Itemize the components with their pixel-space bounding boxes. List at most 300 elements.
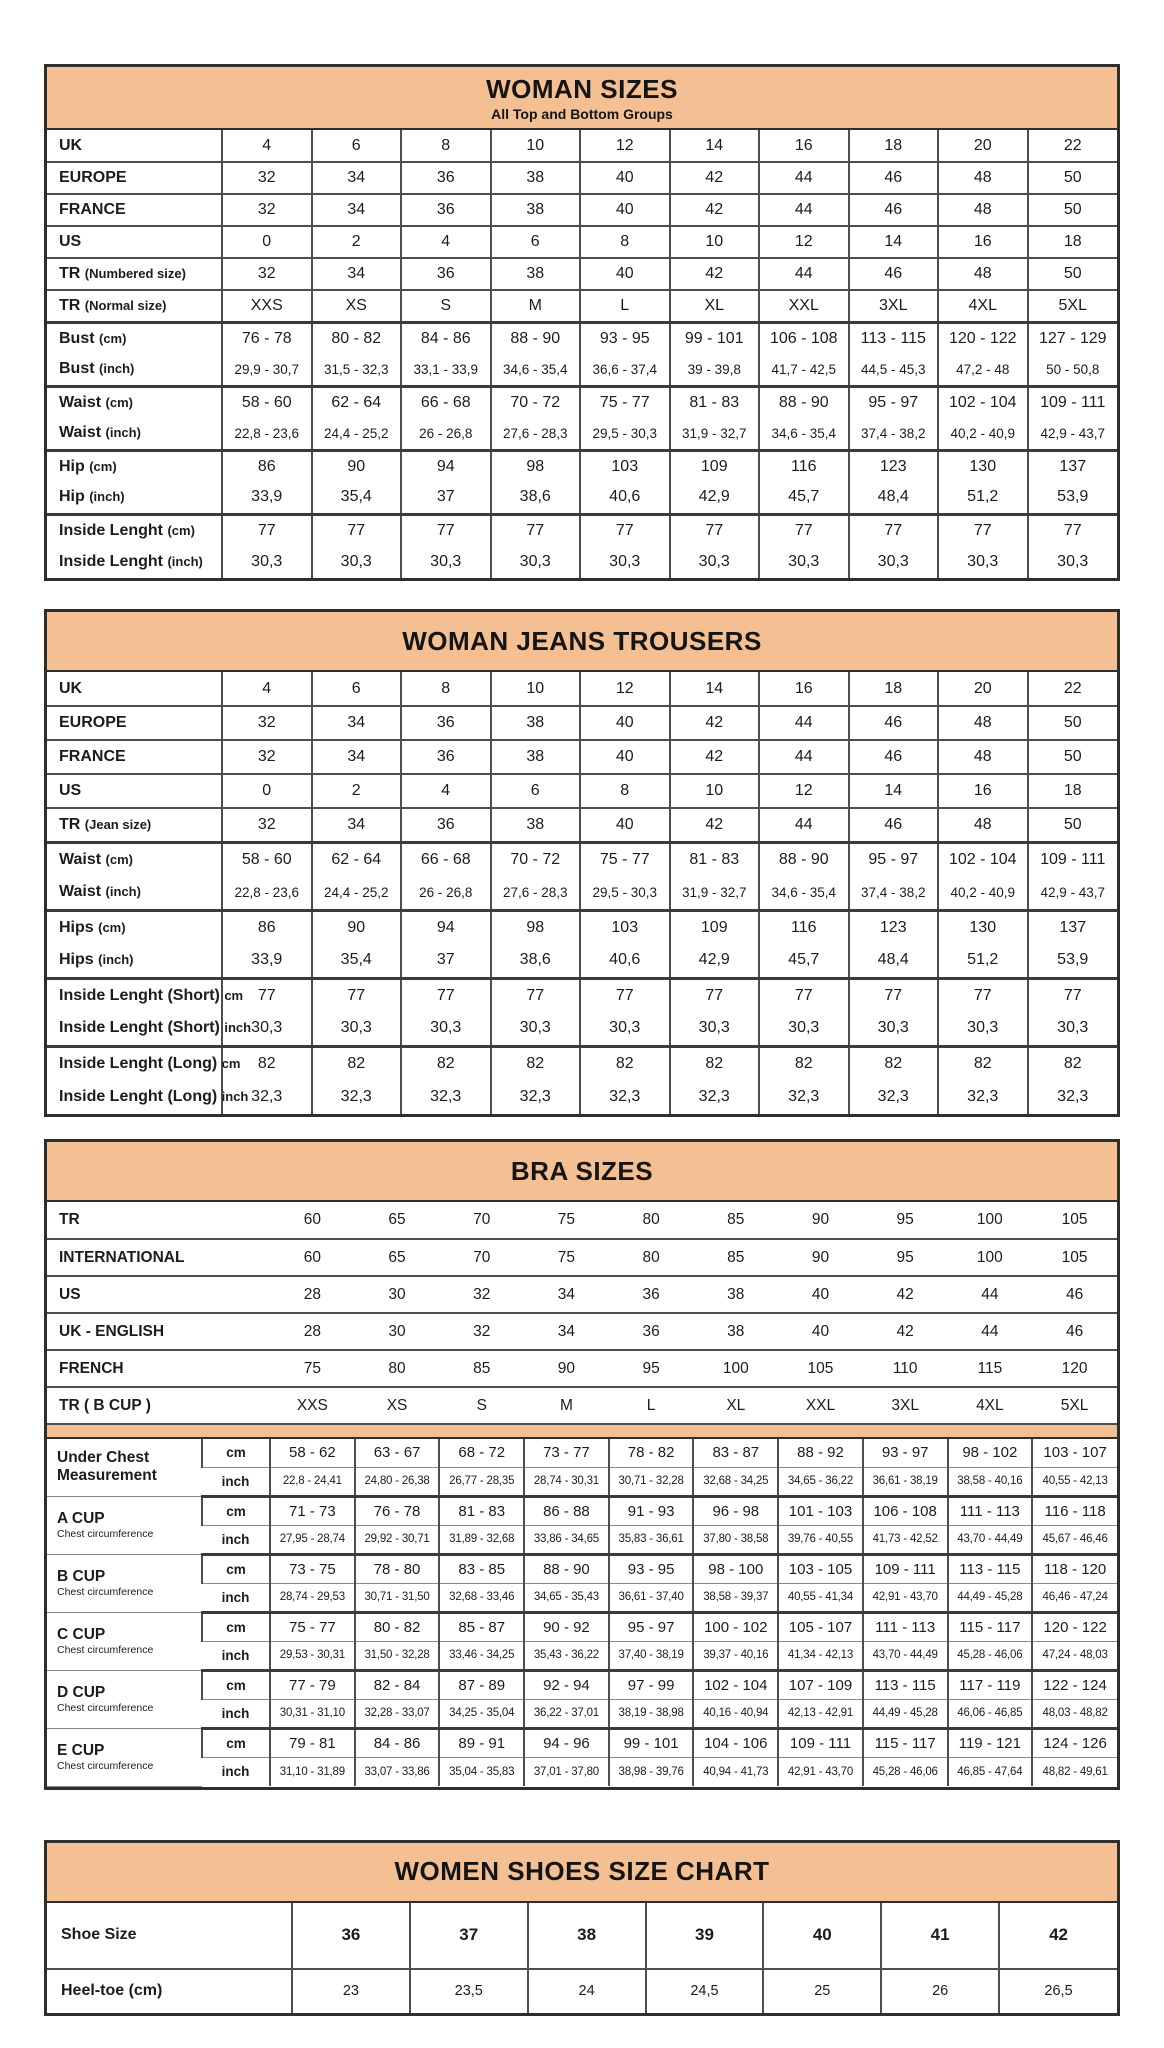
size-cell: M	[524, 1387, 609, 1424]
size-cell: XXS	[270, 1387, 355, 1424]
size-cell: 26,77 - 28,35	[439, 1467, 524, 1496]
size-cell: 41,7 - 42,5	[759, 354, 849, 386]
size-cell: 53,9	[1028, 944, 1118, 978]
size-cell: 42	[670, 162, 760, 194]
size-cell: 4XL	[938, 290, 1028, 322]
size-cell: 31,9 - 32,7	[670, 876, 760, 910]
size-cell: 4XL	[948, 1387, 1033, 1424]
row-label-main: Waist	[59, 393, 106, 411]
size-cell: 38,19 - 38,98	[609, 1699, 694, 1728]
size-cell: 46	[1032, 1276, 1117, 1313]
size-cell: 94	[401, 450, 491, 482]
size-cell: 102 - 104	[693, 1670, 778, 1699]
row-label-main: Hips	[59, 918, 99, 936]
size-cell: 75 - 77	[580, 842, 670, 876]
row-label-main: US	[59, 782, 82, 799]
size-cell: 42	[670, 740, 760, 774]
size-cell: 38	[491, 808, 581, 842]
size-cell: 29,53 - 30,31	[270, 1641, 355, 1670]
size-cell: 84 - 86	[355, 1728, 440, 1757]
size-cell: 77	[938, 978, 1028, 1012]
size-cell: 90	[312, 910, 402, 944]
size-cell: 38,6	[491, 482, 581, 514]
size-cell: 82	[491, 1046, 581, 1080]
size-cell: 30,3	[580, 546, 670, 578]
size-cell: 50	[1028, 740, 1118, 774]
table-row	[47, 258, 1117, 290]
size-cell: 102 - 104	[938, 842, 1028, 876]
cup-label-main: B CUP	[57, 1567, 106, 1585]
row-label-note: (Jean size)	[84, 816, 152, 832]
size-cell: 48	[938, 162, 1028, 194]
size-cell: 32,3	[312, 1080, 402, 1114]
size-cell: 33,1 - 33,9	[401, 354, 491, 386]
size-cell: 34	[312, 808, 402, 842]
size-cell: 34	[312, 706, 402, 740]
row-label-note: (cm)	[89, 458, 117, 474]
size-cell: 29,92 - 30,71	[355, 1525, 440, 1554]
row-label-note: inch	[224, 1020, 252, 1036]
size-cell: 31,89 - 32,68	[439, 1525, 524, 1554]
size-cell: 40	[580, 194, 670, 226]
row-label-note: cm	[224, 987, 244, 1003]
size-cell: 100 - 102	[693, 1612, 778, 1641]
size-cell: 4	[222, 672, 312, 706]
size-cell: 111 - 113	[863, 1612, 948, 1641]
table-row	[47, 1313, 1117, 1350]
size-cell: 37,4 - 38,2	[849, 876, 939, 910]
size-cell: 42,91 - 43,70	[863, 1583, 948, 1612]
size-cell: 46	[849, 706, 939, 740]
size-cell: 30,3	[938, 1012, 1028, 1046]
size-cell: 12	[580, 672, 670, 706]
size-cell: 28,74 - 29,53	[270, 1583, 355, 1612]
size-cell: 12	[759, 226, 849, 258]
size-cell: 40	[778, 1276, 863, 1313]
size-cell: 38	[491, 258, 581, 290]
row-label-main: Inside Lenght (Long)	[59, 1088, 222, 1105]
size-cell: 18	[1028, 774, 1118, 808]
size-cell: 41,34 - 42,13	[778, 1641, 863, 1670]
size-cell: 58 - 60	[222, 842, 312, 876]
size-cell: 36	[609, 1313, 694, 1350]
size-cell: 86	[222, 910, 312, 944]
table-row	[47, 808, 1117, 842]
size-cell: 30,3	[312, 1012, 402, 1046]
size-cell: 41,73 - 42,52	[863, 1525, 948, 1554]
size-cell: 115	[948, 1350, 1033, 1387]
size-cell: 83 - 87	[693, 1438, 778, 1467]
size-cell: 39,76 - 40,55	[778, 1525, 863, 1554]
size-cell: 24,80 - 26,38	[355, 1467, 440, 1496]
size-cell: 81 - 83	[439, 1496, 524, 1525]
row-label-note: cm	[221, 1055, 241, 1071]
shoes-size-table	[44, 1840, 1120, 2016]
size-cell: 77	[580, 978, 670, 1012]
row-label-main: Hip	[59, 488, 90, 506]
size-cell: 90	[778, 1202, 863, 1239]
size-cell: 75	[524, 1239, 609, 1276]
size-cell: 80	[355, 1350, 440, 1387]
size-cell: 100	[693, 1350, 778, 1387]
size-cell: 113 - 115	[863, 1670, 948, 1699]
size-cell: 10	[491, 130, 581, 162]
size-cell: 12	[759, 774, 849, 808]
size-cell: 44	[759, 162, 849, 194]
size-cell: 0	[222, 774, 312, 808]
table-row	[47, 386, 1117, 418]
size-cell: 40	[580, 162, 670, 194]
size-cell: 30,3	[759, 1012, 849, 1046]
cup-label-main: A CUP	[57, 1509, 105, 1527]
size-cell: 30,3	[401, 546, 491, 578]
size-cell: 24,5	[646, 1969, 764, 2013]
row-label: UK - ENGLISH	[47, 1313, 270, 1350]
row-label-main: TR	[59, 815, 85, 833]
table-row	[47, 1239, 1117, 1276]
size-cell: XL	[693, 1387, 778, 1424]
size-cell: 109 - 111	[1028, 386, 1118, 418]
size-cell: 30,3	[222, 546, 312, 578]
size-cell: 45,28 - 46,06	[863, 1757, 948, 1786]
table-row	[47, 1969, 1117, 2013]
size-cell: 90	[778, 1239, 863, 1276]
size-cell: 124 - 126	[1032, 1728, 1117, 1757]
cup-label-sub: Chest circumference	[57, 1760, 154, 1773]
size-cell: 50	[1028, 258, 1118, 290]
size-cell: 70 - 72	[491, 842, 581, 876]
size-cell: 77	[759, 514, 849, 546]
size-cell: 82	[670, 1046, 760, 1080]
table-row	[47, 418, 1117, 450]
size-cell: 118 - 120	[1032, 1554, 1117, 1583]
row-label-main: Waist	[59, 883, 106, 901]
size-cell: 40	[763, 1903, 881, 1969]
size-cell: 34	[312, 162, 402, 194]
cup-label	[47, 1438, 202, 1496]
size-cell: 36	[401, 258, 491, 290]
woman-sizes-header	[47, 67, 1117, 130]
size-cell: 81 - 83	[670, 386, 760, 418]
size-cell: 77	[312, 978, 402, 1012]
table-row	[47, 1612, 1117, 1641]
size-cell: 10	[670, 774, 760, 808]
size-cell: 44	[759, 808, 849, 842]
size-cell: 32,3	[1028, 1080, 1118, 1114]
size-cell: 88 - 90	[759, 842, 849, 876]
size-cell: 109 - 111	[1028, 842, 1118, 876]
size-cell: 98	[491, 450, 581, 482]
size-cell: 0	[222, 226, 312, 258]
row-label: TR	[47, 1202, 270, 1239]
unit-cell: cm	[202, 1496, 270, 1525]
size-cell: 20	[938, 130, 1028, 162]
size-cell: 37,4 - 38,2	[849, 418, 939, 450]
size-cell: 62 - 64	[312, 386, 402, 418]
size-cell: 45,7	[759, 944, 849, 978]
size-cell: 40,16 - 40,94	[693, 1699, 778, 1728]
unit-cell: inch	[221, 1764, 250, 1780]
table-row	[47, 672, 1117, 706]
cup-label	[47, 1554, 202, 1612]
size-cell: 46	[849, 808, 939, 842]
size-cell: 27,6 - 28,3	[491, 876, 581, 910]
size-cell: 31,10 - 31,89	[270, 1757, 355, 1786]
row-label-main: UK	[59, 136, 83, 154]
size-cell: 40,2 - 40,9	[938, 876, 1028, 910]
size-cell: 77	[670, 514, 760, 546]
size-cell: 41	[881, 1903, 999, 1969]
row-label	[47, 514, 222, 546]
size-cell: 36	[401, 808, 491, 842]
size-cell: 33,07 - 33,86	[355, 1757, 440, 1786]
size-cell: 48,4	[849, 482, 939, 514]
cup-label-main: C CUP	[57, 1625, 106, 1643]
unit-cell: inch	[202, 1583, 270, 1612]
size-cell: 40,6	[580, 482, 670, 514]
size-cell: 127 - 129	[1028, 322, 1118, 354]
cup-label-main: E CUP	[57, 1741, 105, 1759]
size-cell: 42,13 - 42,91	[778, 1699, 863, 1728]
size-cell: 77	[670, 978, 760, 1012]
size-cell: 16	[759, 130, 849, 162]
size-cell: 99 - 101	[609, 1728, 694, 1757]
size-cell: 28	[270, 1276, 355, 1313]
woman-jeans-header	[47, 612, 1117, 672]
size-cell: 48	[938, 194, 1028, 226]
size-cell: 8	[580, 774, 670, 808]
size-cell: 50 - 50,8	[1028, 354, 1118, 386]
size-cell: 26	[881, 1969, 999, 2013]
row-label: Heel-toe (cm)	[61, 1982, 163, 1999]
cup-label	[47, 1612, 202, 1670]
size-cell: 38	[491, 194, 581, 226]
row-label-note: (inch)	[98, 952, 134, 968]
size-cell: 44,49 - 45,28	[948, 1583, 1033, 1612]
table-row	[47, 546, 1117, 578]
size-cell: XL	[670, 290, 760, 322]
size-cell: 39 - 39,8	[670, 354, 760, 386]
size-cell: 30,3	[491, 1012, 581, 1046]
size-cell: 100	[948, 1202, 1033, 1239]
size-cell: 87 - 89	[439, 1670, 524, 1699]
cup-label-main: Under Chest Measurement	[57, 1449, 157, 1485]
size-cell: 30,3	[849, 546, 939, 578]
size-cell: 105	[778, 1350, 863, 1387]
size-cell: 34	[524, 1276, 609, 1313]
size-cell: 42	[670, 706, 760, 740]
row-label	[47, 482, 222, 514]
size-cell: 115 - 117	[863, 1728, 948, 1757]
size-cell: 105 - 107	[778, 1612, 863, 1641]
size-cell: 78 - 80	[355, 1554, 440, 1583]
size-cell: 77	[491, 514, 581, 546]
size-cell: 36,61 - 37,40	[609, 1583, 694, 1612]
size-cell: 16	[938, 774, 1028, 808]
table-row	[47, 978, 1117, 1012]
row-label-main: Inside Lenght	[59, 521, 168, 539]
table-row	[47, 1641, 1117, 1670]
size-cell: 36	[401, 740, 491, 774]
table-row	[47, 706, 1117, 740]
size-cell: 105	[1032, 1202, 1117, 1239]
size-cell: 43,70 - 44,49	[863, 1641, 948, 1670]
row-label-main: EUROPE	[59, 714, 127, 731]
size-cell: 63 - 67	[355, 1438, 440, 1467]
size-cell: 50	[1028, 162, 1118, 194]
size-cell: 104 - 106	[693, 1728, 778, 1757]
size-cell: 70	[439, 1239, 524, 1276]
size-cell: 31,5 - 32,3	[312, 354, 402, 386]
size-cell: 42,9 - 43,7	[1028, 418, 1118, 450]
size-cell: 42	[863, 1276, 948, 1313]
size-cell: 29,5 - 30,3	[580, 876, 670, 910]
row-label	[47, 290, 222, 322]
size-cell: 40,55 - 42,13	[1032, 1467, 1117, 1496]
size-cell: 35,4	[312, 482, 402, 514]
shoes-title: WOMEN SHOES SIZE CHART	[394, 1856, 770, 1886]
table-row	[47, 740, 1117, 774]
unit-cell: cm	[202, 1554, 270, 1583]
size-cell: 46,06 - 46,85	[948, 1699, 1033, 1728]
size-cell: 115 - 117	[948, 1612, 1033, 1641]
size-cell: 2	[312, 226, 402, 258]
size-cell: 46	[1032, 1313, 1117, 1350]
size-cell: 77	[491, 978, 581, 1012]
woman-sizes-subtitle: All Top and Bottom Groups	[491, 106, 673, 122]
size-cell: 35,4	[312, 944, 402, 978]
size-cell: 86	[222, 450, 312, 482]
size-cell: 32,28 - 33,07	[355, 1699, 440, 1728]
size-cell: 76 - 78	[222, 322, 312, 354]
cup-label-main: D CUP	[57, 1683, 106, 1701]
size-cell: 89 - 91	[439, 1728, 524, 1757]
size-cell: 58 - 60	[222, 386, 312, 418]
size-cell: 40,94 - 41,73	[693, 1757, 778, 1786]
table-row	[47, 1276, 1117, 1313]
size-cell: 36	[401, 706, 491, 740]
size-cell: 44	[759, 194, 849, 226]
size-cell: 48,82 - 49,61	[1032, 1757, 1117, 1786]
size-cell: 34	[312, 258, 402, 290]
row-label: TR ( B CUP )	[47, 1387, 270, 1424]
size-cell: 29,5 - 30,3	[580, 418, 670, 450]
table-row	[47, 482, 1117, 514]
size-cell: 137	[1028, 910, 1118, 944]
row-label	[47, 706, 222, 740]
size-cell: 39,37 - 40,16	[693, 1641, 778, 1670]
size-cell: 38,58 - 40,16	[948, 1467, 1033, 1496]
size-cell: 35,04 - 35,83	[439, 1757, 524, 1786]
size-cell: 32,3	[222, 1080, 312, 1114]
table-row	[47, 910, 1117, 944]
table-row	[47, 322, 1117, 354]
size-cell: 109 - 111	[778, 1728, 863, 1757]
size-cell: S	[439, 1387, 524, 1424]
table-row	[47, 876, 1117, 910]
row-label: FRENCH	[47, 1350, 270, 1387]
row-label: Shoe Size	[47, 1903, 292, 1969]
size-cell: 2	[312, 774, 402, 808]
size-cell: 22,8 - 23,6	[222, 418, 312, 450]
unit-cell: inch	[202, 1699, 270, 1728]
size-cell: 116	[759, 910, 849, 944]
size-cell: 38	[491, 706, 581, 740]
size-cell: L	[580, 290, 670, 322]
size-cell: 38	[693, 1276, 778, 1313]
size-cell: 5XL	[1028, 290, 1118, 322]
row-label-main: Inside Lenght (Short)	[59, 1019, 225, 1037]
cup-label-sub: Chest circumference	[57, 1586, 154, 1599]
size-cell: 65	[355, 1239, 440, 1276]
size-cell: 103	[580, 910, 670, 944]
size-cell: 91 - 93	[609, 1496, 694, 1525]
size-cell: 68 - 72	[439, 1438, 524, 1467]
size-cell: 32,3	[759, 1080, 849, 1114]
size-cell: 44	[948, 1313, 1033, 1350]
row-label-main: Inside Lenght (Long)	[59, 1054, 222, 1072]
row-label: INTERNATIONAL	[47, 1239, 270, 1276]
size-cell: 24	[528, 1969, 646, 2013]
size-cell: 50	[1028, 194, 1118, 226]
size-cell: 36,22 - 37,01	[524, 1699, 609, 1728]
cup-label-sub: Chest circumference	[57, 1528, 154, 1541]
size-cell: 34,65 - 36,22	[778, 1467, 863, 1496]
table-row	[47, 1525, 1117, 1554]
row-label: US	[47, 1276, 270, 1313]
size-cell: 35,43 - 36,22	[524, 1641, 609, 1670]
size-cell: 50	[1028, 706, 1118, 740]
size-cell: 88 - 90	[524, 1554, 609, 1583]
size-cell: 32	[222, 706, 312, 740]
bra-sizes-title: BRA SIZES	[510, 1155, 654, 1186]
size-cell: 85	[439, 1350, 524, 1387]
size-cell: 6	[491, 774, 581, 808]
row-label	[47, 672, 222, 706]
size-cell: 48,03 - 48,82	[1032, 1699, 1117, 1728]
unit-cell: inch	[202, 1467, 270, 1496]
shoes-header	[47, 1843, 1117, 1903]
size-cell: 116 - 118	[1032, 1496, 1117, 1525]
size-cell: 8	[401, 130, 491, 162]
size-cell: 36	[401, 194, 491, 226]
size-cell: 93 - 95	[609, 1554, 694, 1583]
row-label-note: (cm)	[167, 522, 195, 538]
size-cell: 106 - 108	[863, 1496, 948, 1525]
size-cell: XS	[312, 290, 402, 322]
size-cell: 18	[1028, 226, 1118, 258]
size-cell: 20	[938, 672, 1028, 706]
table-row	[47, 1202, 1117, 1239]
size-cell: 4	[222, 130, 312, 162]
size-cell: 122 - 124	[1032, 1670, 1117, 1699]
size-cell: 14	[670, 130, 760, 162]
size-cell: 77	[1028, 514, 1118, 546]
size-cell: 8	[580, 226, 670, 258]
size-cell: 22,8 - 23,6	[222, 876, 312, 910]
size-cell: 75	[524, 1202, 609, 1239]
size-cell: 73 - 77	[524, 1438, 609, 1467]
size-cell: 101 - 103	[778, 1496, 863, 1525]
size-cell: 84 - 86	[401, 322, 491, 354]
size-cell: 51,2	[938, 482, 1028, 514]
row-label	[47, 774, 222, 808]
size-cell: 100	[948, 1239, 1033, 1276]
row-label	[47, 978, 244, 1012]
size-cell: 31,9 - 32,7	[670, 418, 760, 450]
size-cell: 77	[580, 514, 670, 546]
size-cell: 28,74 - 30,31	[524, 1467, 609, 1496]
